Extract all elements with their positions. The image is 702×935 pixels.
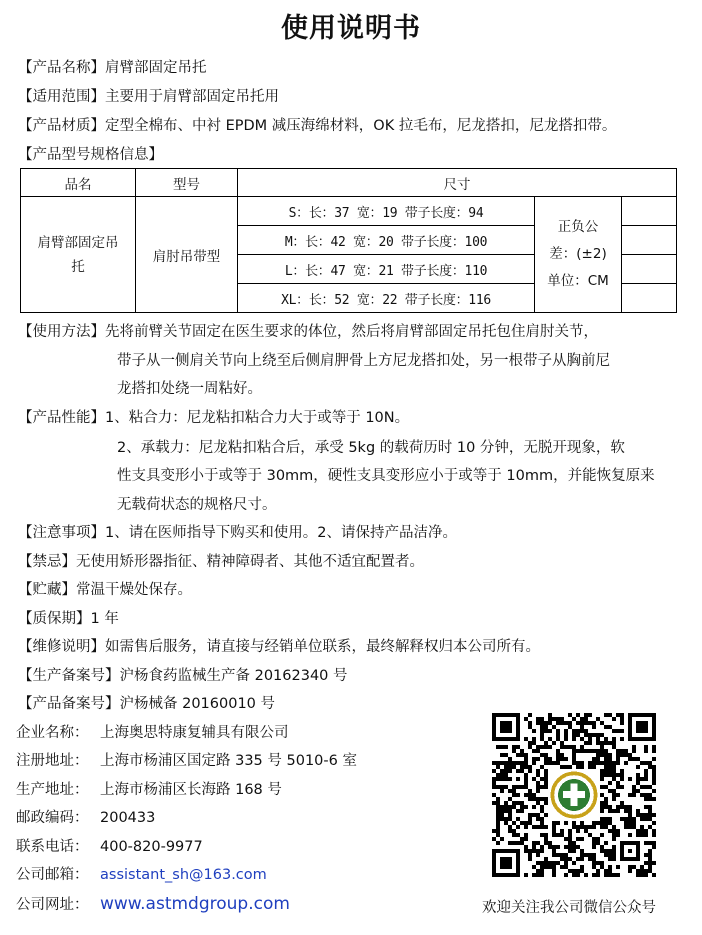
- website: 公司网址： www.astmdgroup.com: [16, 894, 290, 914]
- spec-table: [20, 168, 677, 313]
- usage-line: 【使用方法】先将前臂关节固定在医生要求的体位，然后将肩臂部固定吊托包住肩肘关节，: [18, 324, 598, 340]
- email: 公司邮箱： assistant_sh@163.com: [16, 867, 267, 883]
- blank-cell: [622, 226, 677, 255]
- header-size: 尺寸: [238, 169, 677, 197]
- product-record-line: 【产品备案号】沪杨械备 20160010 号: [18, 696, 276, 712]
- size-row: L：长：47 宽：21 带子长度：110: [238, 255, 535, 284]
- model-cell: 肩肘吊带型: [136, 197, 238, 313]
- scope-line: 【适用范围】主要用于肩臂部固定吊托用: [18, 89, 279, 105]
- usage-line: 龙搭扣处绕一周粘好。: [117, 381, 262, 397]
- company-logo: [550, 771, 598, 819]
- tolerance-cell: 正负公 差：(±2) 单位：CM: [535, 197, 622, 313]
- wechat-qr-code: [492, 713, 656, 877]
- contraindication-line: 【禁忌】无使用矫形器指征、精神障碍者、其他不适宜配置者。: [18, 554, 424, 570]
- website-link[interactable]: www.astmdgroup.com: [100, 894, 290, 914]
- header-model: 型号: [136, 169, 238, 197]
- company-name: 企业名称： 上海奥思特康复辅具有限公司: [16, 725, 289, 741]
- product-name-line: 【产品名称】肩臂部固定吊托: [18, 60, 207, 76]
- material-line: 【产品材质】定型全棉布、中衬 EPDM 减压海绵材料，OK 拉毛布，尼龙搭扣，尼龙搭扣带。: [18, 118, 617, 134]
- follow-caption: 欢迎关注我公司微信公众号: [482, 900, 656, 916]
- performance-line: 【产品性能】1、粘合力：尼龙粘扣粘合力大于或等于 10N。: [18, 410, 410, 426]
- size-row: M：长：42 宽：20 带子长度：100: [238, 226, 535, 255]
- size-row: XL：长：52 宽：22 带子长度：116: [238, 284, 535, 313]
- email-link[interactable]: assistant_sh@163.com: [100, 867, 267, 883]
- size-row: S：长：37 宽：19 带子长度：94: [238, 197, 535, 226]
- header-product: 品名: [21, 169, 136, 197]
- blank-cell: [622, 255, 677, 284]
- phone: 联系电话： 400-820-9977: [16, 839, 203, 855]
- warranty-line: 【质保期】1 年: [18, 611, 119, 627]
- storage-line: 【贮藏】常温干燥处保存。: [18, 582, 192, 598]
- performance-line: 2、承载力：尼龙粘扣粘合后，承受 5kg 的载荷历时 10 分钟，无脱开现象，软: [117, 440, 625, 456]
- registered-address: 注册地址： 上海市杨浦区国定路 335 号 5010-6 室: [16, 753, 357, 769]
- blank-cell: [622, 197, 677, 226]
- notice-line: 【注意事项】1、请在医师指导下购买和使用。2、请保持产品洁净。: [18, 525, 457, 541]
- product-cell: 肩臂部固定吊托: [21, 197, 136, 313]
- production-record-line: 【生产备案号】沪杨食药监械生产备 20162340 号: [18, 668, 348, 684]
- usage-line: 带子从一侧肩关节向上绕至后侧肩胛骨上方尼龙搭扣处，另一根带子从胸前尼: [117, 353, 610, 369]
- page-title: 使用说明书: [281, 13, 421, 44]
- repair-line: 【维修说明】如需售后服务，请直接与经销单位联系，最终解释权归本公司所有。: [18, 639, 540, 655]
- performance-line: 无载荷状态的规格尺寸。: [117, 497, 277, 513]
- spec-heading: 【产品型号规格信息】: [18, 147, 163, 163]
- production-address: 生产地址： 上海市杨浦区长海路 168 号: [16, 782, 282, 798]
- performance-line: 性支具变形小于或等于 30mm，硬性支具变形应小于或等于 10mm，并能恢复原来: [117, 468, 655, 484]
- postal-code: 邮政编码： 200433: [16, 810, 156, 826]
- blank-cell: [622, 284, 677, 313]
